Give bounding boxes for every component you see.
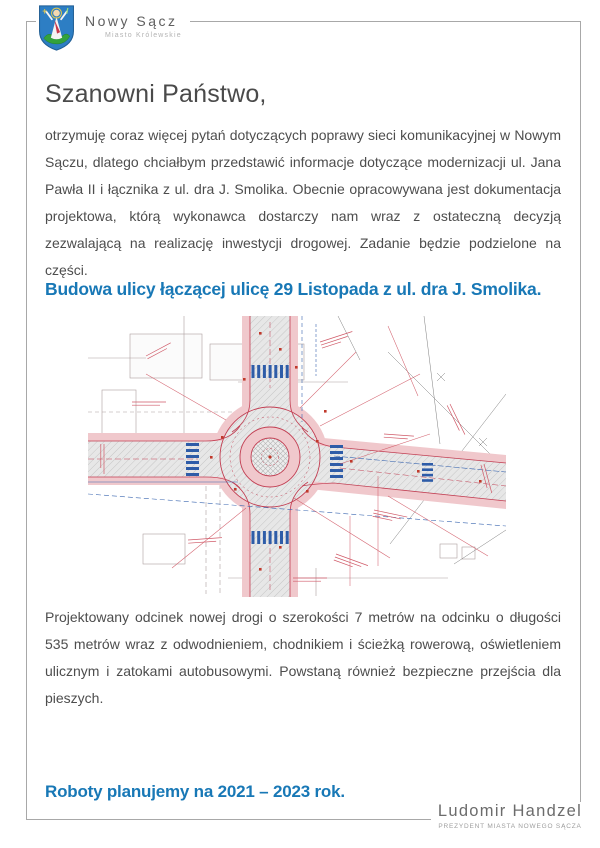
signature-name: Ludomir Handzel — [431, 802, 589, 821]
schedule-line: Roboty planujemy na 2021 – 2023 rok. — [45, 782, 345, 801]
overhead-lines — [338, 316, 506, 564]
page-frame-left — [26, 21, 27, 820]
details-paragraph: Projektowany odcinek nowej drogi o szerokości 7 metrów na odcinku o długości 535 metrów wraz z odwodnieniem, chodnikiem i ścieżką rowerową, oświetleniem ulicznym i zatokami autobusowymi. Powstaną również bezpieczne przejścia dla pieszych. — [45, 609, 561, 706]
roundabout-plan-drawing — [88, 316, 506, 597]
page-frame-right — [580, 21, 581, 820]
section-title: Budowa ulicy łączącej ulicę 29 Listopada z ul. dra J. Smolika. — [45, 279, 542, 299]
intro-paragraph: otrzymuję coraz więcej pytań dotyczących poprawy sieci komunikacyjnej w Nowym Sączu, dlatego chciałbym przedstawić informacje dotyczące modernizacji ul. Jana Pawła II i łącznika z ul. dra J. Smolika. Obecnie opracowywana jest dokumentacja projektowa, którą wykonawca dostarczy nam wraz z ostateczną decyzją zezwalającą na realizację inwestycji drogowej. Zadanie będzie podzielone na części. — [45, 127, 561, 278]
greeting-heading: Szanowni Państwo, — [45, 80, 267, 108]
signature-title: PREZYDENT MIASTA NOWEGO SĄCZA — [438, 823, 582, 830]
city-name: Nowy Sącz — [85, 13, 178, 29]
signature-block — [430, 802, 590, 830]
nowy-sacz-coat-of-arms-icon — [38, 4, 75, 52]
city-logo — [36, 2, 190, 56]
city-motto: Miasto Królewskie — [105, 32, 182, 39]
